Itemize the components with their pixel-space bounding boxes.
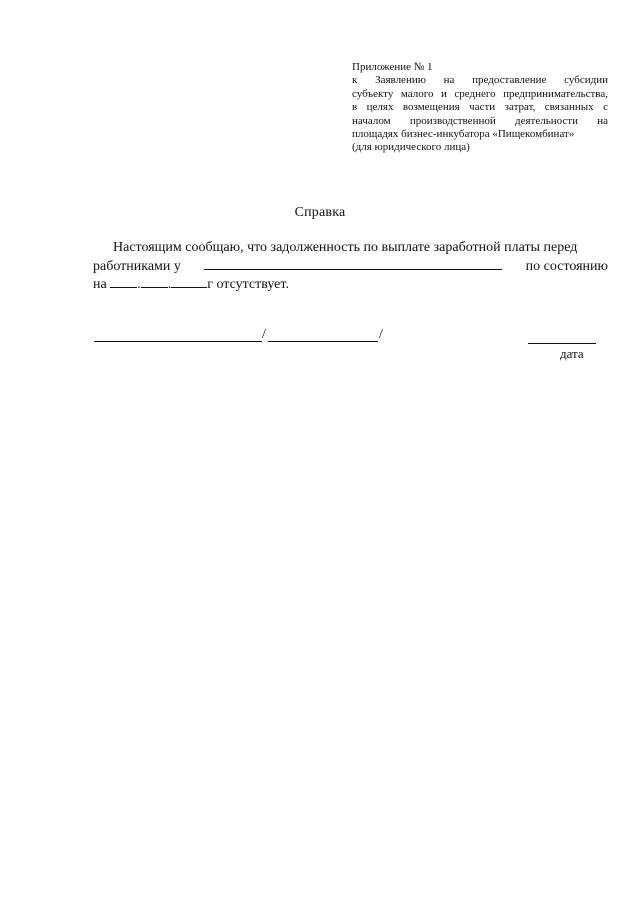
body-line-date: на . . г отсутствует. — [93, 277, 289, 292]
document-body — [93, 240, 608, 294]
day-blank-field[interactable] — [110, 275, 137, 288]
document-title: Справка — [294, 205, 346, 220]
body-text-fragment: г отсутствует. — [207, 277, 289, 292]
month-blank-field[interactable] — [141, 275, 168, 288]
name-blank-field[interactable] — [268, 341, 378, 342]
appendix-line: к Заявлению на предоставление субсидии — [352, 74, 608, 87]
body-text-fragment: по состоянию — [525, 258, 608, 274]
body-line: Настоящим сообщаю, что задолженность по выплате заработной платы перед — [113, 240, 578, 255]
signature-separator: / — [262, 327, 266, 342]
signature-separator: / — [379, 327, 383, 342]
appendix-line: (для юридического лица) — [352, 141, 470, 154]
body-text-fragment: работниками у — [93, 258, 181, 274]
organization-blank-field[interactable] — [204, 257, 502, 270]
appendix-line: площадях бизнес-инкубатора «Пищекомбинат» — [352, 128, 575, 141]
date-label: дата — [560, 346, 584, 361]
appendix-title: Приложение № 1 — [352, 61, 433, 73]
appendix-header — [352, 61, 608, 155]
appendix-line: началом производственной деятельности на — [352, 114, 608, 127]
year-blank-field[interactable] — [171, 275, 207, 288]
body-text-fragment: на — [93, 277, 107, 292]
date-blank-field[interactable] — [528, 343, 596, 344]
appendix-line: в целях возмещения части затрат, связанных с — [352, 101, 608, 114]
body-line-organization — [93, 257, 608, 276]
appendix-line: субъекту малого и среднего предпринимательства, — [352, 87, 608, 100]
signature-blank-field[interactable] — [94, 341, 262, 342]
